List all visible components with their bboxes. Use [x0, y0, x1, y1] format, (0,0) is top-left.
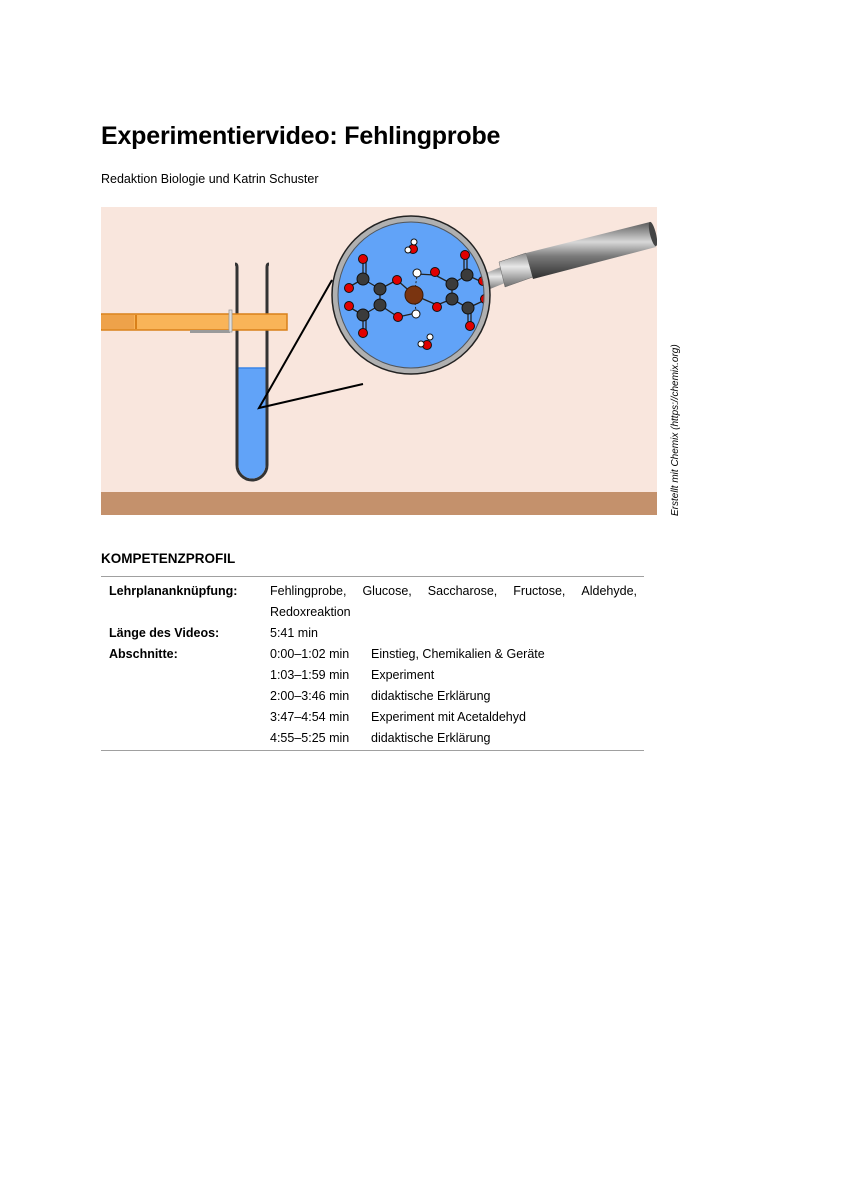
keyword: Aldehyde,	[581, 584, 637, 598]
section-time: 1:03–1:59 min	[270, 668, 350, 682]
curriculum-keywords	[270, 581, 644, 602]
video-length-row	[101, 623, 644, 644]
section-description: didaktische Erklärung	[371, 689, 491, 703]
section-item	[270, 707, 644, 728]
keyword: Glucose,	[362, 584, 412, 598]
keyword: Saccharose,	[427, 584, 498, 598]
section-description: Experiment	[371, 668, 435, 682]
magnifier-lens	[332, 216, 490, 374]
keyword: Fructose,	[513, 584, 566, 598]
section-item	[270, 665, 644, 686]
experiment-illustration	[101, 207, 657, 515]
table-surface	[101, 492, 657, 515]
video-length-label: Länge des Videos:	[109, 626, 220, 640]
keyword: Fehlingprobe,	[270, 584, 347, 598]
curriculum-label: Lehrplananknüpfung:	[109, 584, 238, 598]
copper-ion	[405, 286, 423, 304]
curriculum-value	[263, 581, 644, 623]
section-item	[270, 686, 644, 707]
test-tube-clamp	[101, 310, 287, 333]
curriculum-row	[101, 577, 644, 623]
competence-profile-table	[101, 576, 644, 751]
section-item	[270, 644, 644, 665]
section-time: 0:00–1:02 min	[270, 647, 350, 661]
section-time: 3:47–4:54 min	[270, 710, 350, 724]
document-title: Experimentiervideo: Fehlingprobe	[101, 122, 501, 150]
section-description: Einstieg, Chemikalien & Geräte	[371, 647, 545, 661]
sections-list	[263, 644, 644, 749]
author-line: Redaktion Biologie und Katrin Schuster	[101, 172, 319, 186]
keyword: Redoxreaktion	[270, 605, 351, 619]
sections-row	[101, 644, 644, 750]
section-description: Experiment mit Acetaldehyd	[371, 710, 526, 724]
sections-label: Abschnitte:	[109, 647, 178, 661]
section-description: didaktische Erklärung	[371, 731, 491, 745]
section-time: 2:00–3:46 min	[270, 689, 350, 703]
section-time: 4:55–5:25 min	[270, 731, 350, 745]
competence-profile-heading: KOMPETENZPROFIL	[101, 551, 236, 566]
image-credit: Erstellt mit Chemix (https://chemix.org)	[670, 344, 681, 516]
section-item	[270, 728, 644, 749]
video-length-value: 5:41 min	[270, 626, 318, 640]
